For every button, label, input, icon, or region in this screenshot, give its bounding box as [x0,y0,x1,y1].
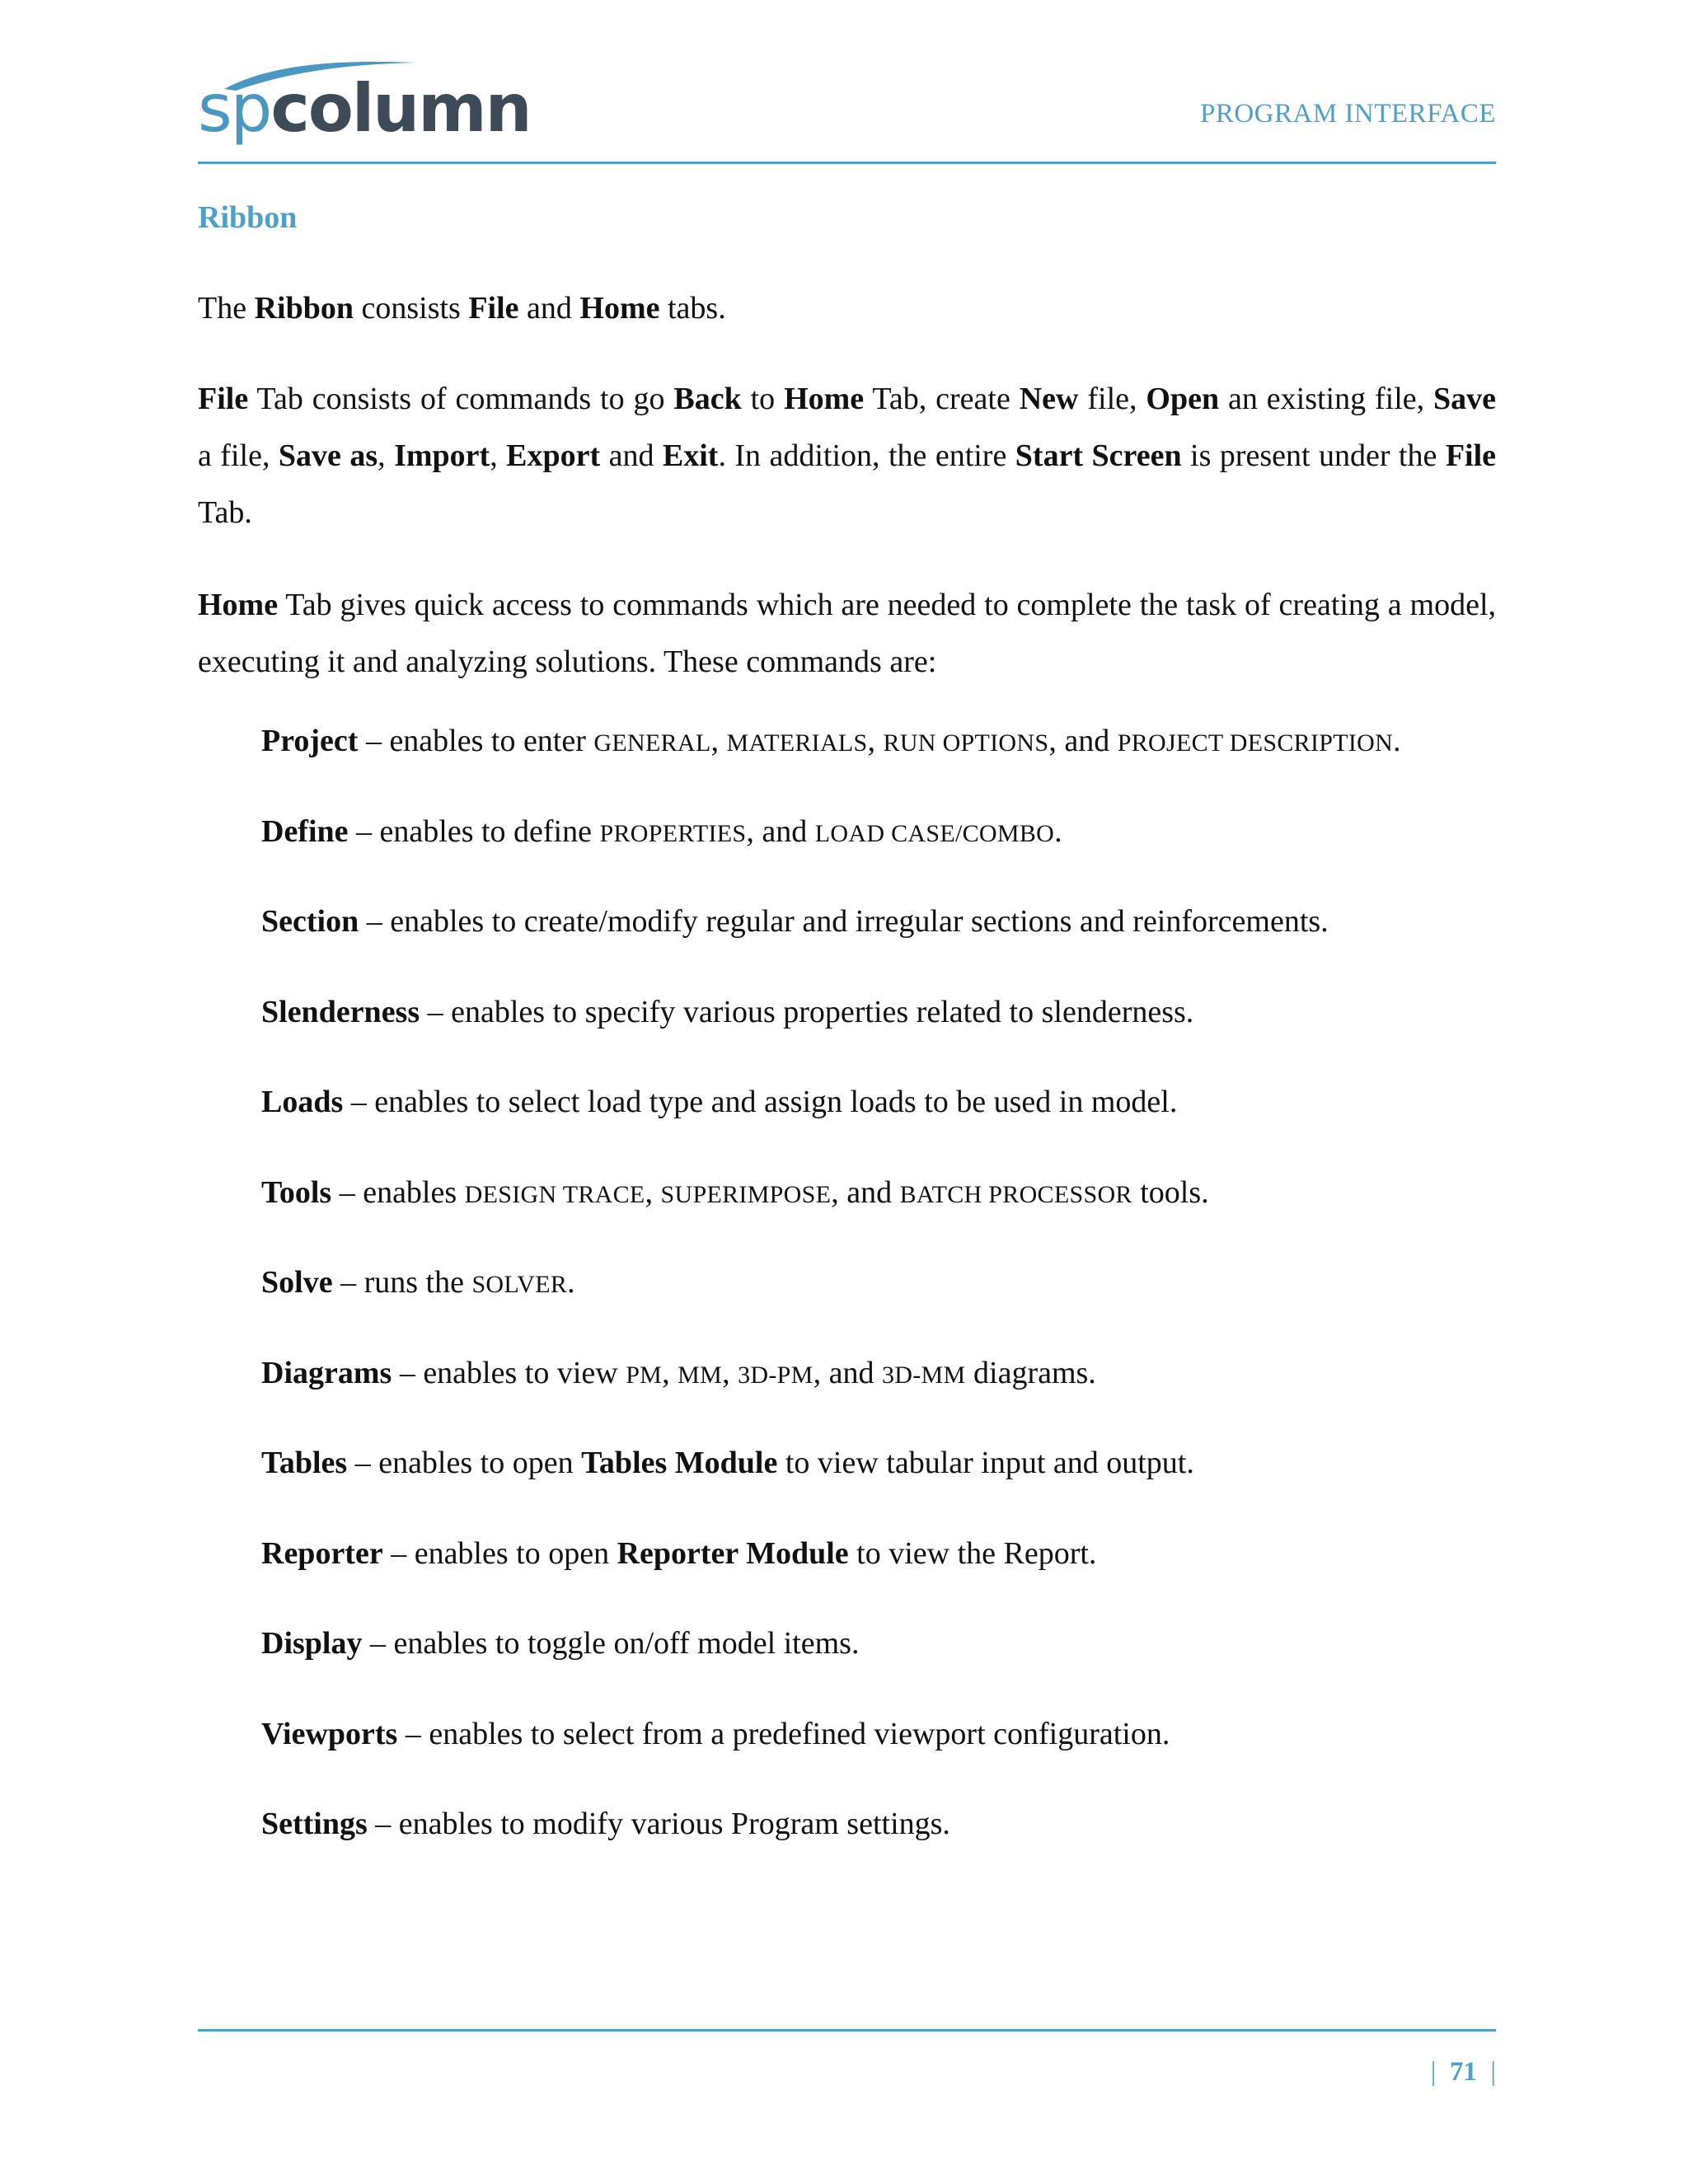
small-caps-term: DESIGN TRACE [464,1180,645,1208]
small-caps-term: PROJECT DESCRIPTION [1117,729,1394,757]
small-caps-term: BATCH PROCESSOR [899,1180,1132,1208]
text-run: tools. [1132,1174,1209,1210]
text-run: and [600,438,663,473]
text-run: diagrams. [965,1355,1096,1390]
page-header [198,58,1496,164]
small-caps-term: MM [678,1361,723,1389]
text-run: is present under the [1181,438,1446,473]
small-caps-term: SUPERIMPOSE [660,1180,832,1208]
text-run: Tab consists of commands to go [248,382,674,416]
command-item-define [261,813,1498,903]
command-item-solve [261,1263,1498,1354]
command-name: Tables [261,1446,348,1480]
command-name: Reporter [261,1535,383,1571]
bold-term: Export [506,438,601,473]
text-run: . [567,1265,575,1300]
text-run: , and [831,1174,900,1210]
small-caps-term: PM [626,1361,663,1389]
text-run: , and [813,1355,882,1390]
bold-term: Exit [662,438,719,473]
text-run: Tab, create [864,382,1020,416]
text-run: – enables to specify various properties related to slenderness. [420,994,1194,1029]
text-run: . In addition, the entire [718,438,1015,473]
text-run: , [710,724,727,758]
command-name: Display [261,1626,363,1661]
text-run: , and [1048,724,1118,758]
command-item-display [261,1624,1498,1715]
text-run: – enables to open [382,1535,617,1571]
command-name: Settings [261,1807,368,1841]
text-run: file, [1078,382,1146,416]
bold-term: Home [579,291,660,326]
command-item-settings [261,1805,1498,1896]
small-caps-term: 3D-PM [738,1361,814,1389]
small-caps-term: MATERIALS [726,729,868,757]
bold-term: Start Screen [1015,438,1182,473]
paragraph-file-tab [198,371,1496,541]
command-item-reporter [261,1535,1498,1625]
text-run: and [518,291,580,326]
text-run: , [662,1355,678,1390]
bold-term: Back [673,382,742,416]
text-run: – enables to define [348,813,600,849]
text-run: – enables [331,1174,465,1210]
page-number-value: 71 [1449,2057,1477,2087]
bold-term: Save [1433,382,1497,416]
text-run: – enables to open [347,1446,582,1480]
text-run: Tab. [198,495,252,530]
command-item-diagrams [261,1354,1498,1445]
text-run: , and [746,813,815,849]
command-list [261,722,1498,1896]
text-run: consists [353,291,469,326]
section-label: PROGRAM INTERFACE [1199,99,1496,129]
text-run: – enables to select from a predefined viewport configuration. [397,1716,1170,1751]
command-item-slenderness [261,993,1498,1084]
text-run: an existing file, [1219,382,1434,416]
bold-term: New [1019,382,1079,416]
small-caps-term: RUN OPTIONS [883,729,1049,757]
command-name: Loads [261,1085,344,1119]
footer-divider [198,2029,1496,2032]
command-name: Viewports [261,1716,398,1751]
text-run: – enables to toggle on/off model items. [362,1626,860,1661]
text-run: – runs the [332,1265,472,1300]
bold-term: Save as [278,438,378,473]
text-run: – enables to enter [358,724,594,758]
section-heading: Ribbon [198,200,298,235]
text-run: – enables to create/modify regular and irregular sections and reinforcements. [359,904,1329,939]
command-item-loads [261,1083,1498,1174]
command-item-tools [261,1174,1498,1264]
command-name: Tools [261,1174,332,1210]
small-caps-term: PROPERTIES [599,819,747,847]
small-caps-term: LOAD CASE/COMBO [814,819,1055,847]
bold-term: Open [1146,382,1220,416]
command-item-section [261,902,1498,993]
text-run: , [867,724,884,758]
command-name: Diagrams [261,1355,392,1390]
text-run: , [377,438,395,473]
text-run: tabs. [659,291,726,326]
small-caps-term: SOLVER [471,1271,568,1298]
bold-term: Reporter Module [617,1535,849,1571]
logo-sp-text: sp [198,70,271,147]
text-run: – enables to view [392,1355,626,1390]
page-number-bar: | [1430,2057,1437,2087]
small-caps-term: GENERAL [593,729,711,757]
bold-term: Tables Module [581,1446,778,1480]
bold-term: File [1445,438,1497,473]
text-run: . [1393,724,1401,758]
command-item-viewports [261,1715,1498,1806]
bold-term: Home [784,382,865,416]
paragraph-ribbon-intro [198,280,1496,337]
text-run: . [1054,813,1062,849]
command-name: Section [261,904,359,939]
page-number [1431,2057,1496,2088]
text-run: , [645,1174,661,1210]
text-run: , [722,1355,738,1390]
logo-column-text: column [270,70,531,147]
text-run: a file, [198,438,279,473]
text-run: – enables to select load type and assign loads to be used in model. [343,1085,1178,1119]
bold-term: File [468,291,519,326]
command-item-project [261,722,1498,813]
page-number-bar: | [1490,2057,1496,2087]
text-run: , [490,438,507,473]
text-run: to [741,382,785,416]
paragraph-home-tab [198,577,1496,691]
spcolumn-logo [198,58,531,147]
command-name: Project [261,724,359,758]
bold-term: File [198,382,249,416]
text-run: Tab gives quick access to commands which are needed to complete the task of creating a model, executing it and analyzing solutions. These commands are: [198,588,1496,679]
text-run: – enables to modify various Program settings. [367,1807,950,1841]
command-name: Slenderness [261,994,420,1029]
bold-term: Ribbon [254,291,354,326]
text-run: to view tabular input and output. [777,1446,1194,1480]
command-name: Solve [261,1265,333,1300]
bold-term: Import [394,438,490,473]
text-run: The [198,291,255,326]
bold-term: Home [198,588,279,622]
small-caps-term: 3D-MM [882,1361,966,1389]
command-item-tables [261,1444,1498,1535]
command-name: Define [261,813,349,849]
text-run: to view the Report. [848,1535,1097,1571]
